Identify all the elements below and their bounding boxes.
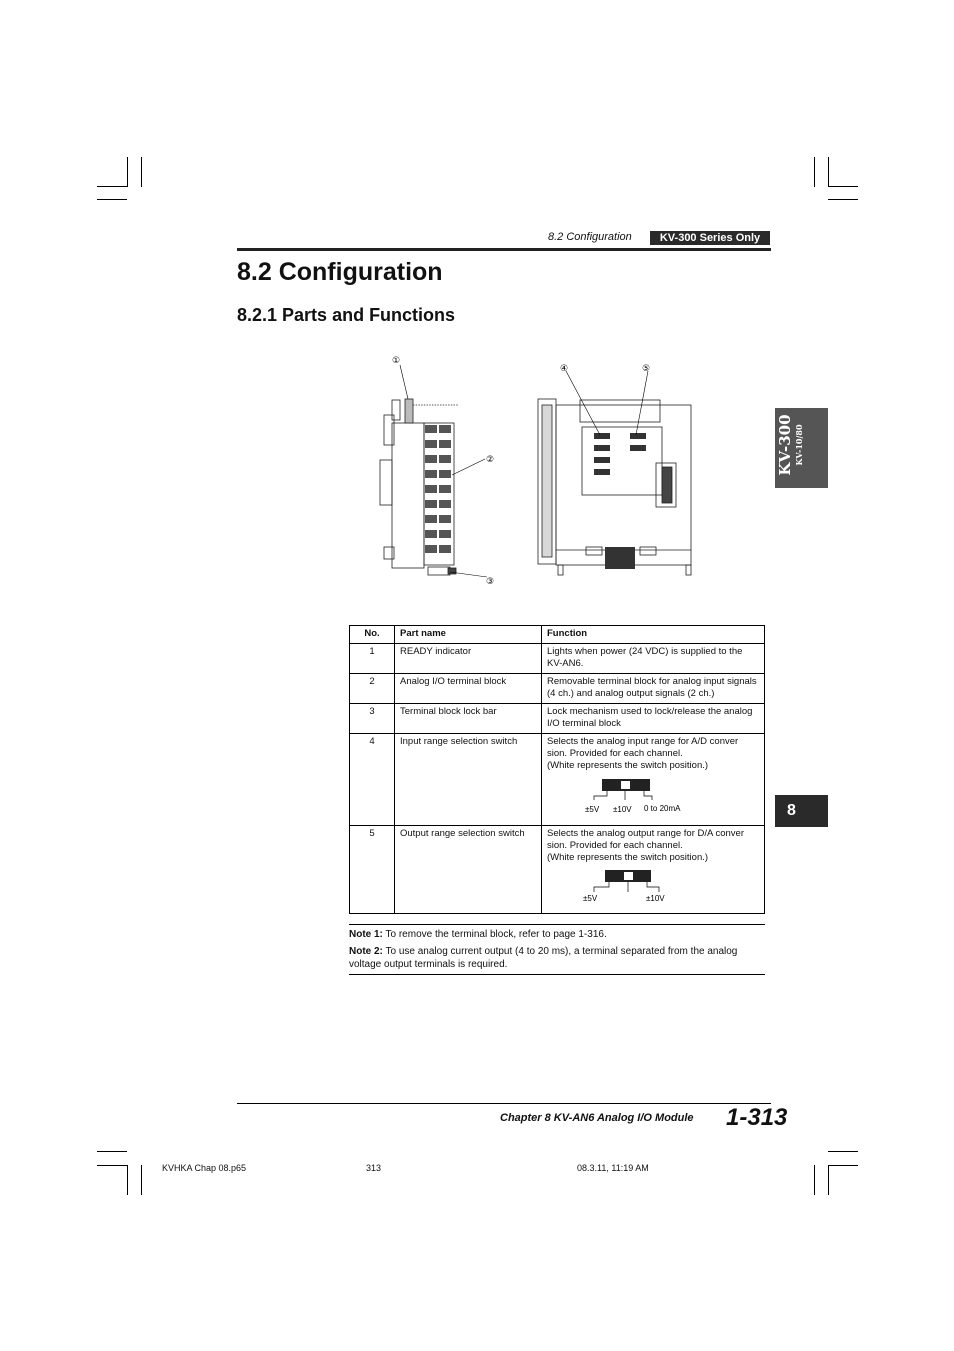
side-tab-chapter-label: 8	[787, 802, 796, 819]
row-part-name: Input range selection switch	[395, 734, 542, 826]
running-header-section: 8.2 Configuration	[548, 231, 632, 243]
callout-5: ⑤	[642, 364, 651, 374]
row-function	[542, 826, 765, 914]
row-function-note: (White represents the switch position.)	[547, 852, 709, 863]
header-rule	[237, 248, 771, 251]
row-part-name: Terminal block lock bar	[395, 704, 542, 734]
print-file-name: KVHKA Chap 08.p65	[162, 1163, 247, 1173]
note-1	[349, 928, 765, 941]
table-row	[350, 826, 765, 914]
callout-4: ④	[560, 364, 569, 374]
row-function: Removable terminal block for analog input signals (4 ch.) and analog output signals (2 ch.)	[542, 674, 765, 704]
switch-label-10v: ±10V	[613, 805, 632, 814]
note-1-text: To remove the terminal block, refer to page 1-316.	[382, 929, 607, 940]
callout-3: ③	[486, 577, 495, 587]
print-timestamp: 08.3.11, 11:19 AM	[577, 1163, 649, 1173]
section-subtitle: 8.2.1 Parts and Functions	[237, 305, 456, 325]
row-part-name: Analog I/O terminal block	[395, 674, 542, 704]
switch-label-20ma: 0 to 20mA	[644, 804, 681, 813]
row-function-text: Selects the analog output range for D/A conver sion. Provided for each channel.	[547, 828, 744, 851]
table-header-row	[350, 626, 765, 644]
callout-2: ②	[486, 455, 495, 465]
notes-box	[349, 924, 765, 975]
row-function: Lights when power (24 VDC) is supplied to the KV-AN6.	[542, 644, 765, 674]
col-header-part-name: Part name	[395, 626, 542, 644]
row-part-name: Output range selection switch	[395, 826, 542, 914]
switch-label-5v: ±5V	[583, 894, 598, 903]
page-title: 8.2 Configuration	[237, 258, 443, 286]
parts-table	[349, 625, 765, 914]
table-row	[350, 734, 765, 826]
row-no: 5	[350, 826, 395, 914]
row-function-note: (White represents the switch position.)	[547, 760, 709, 771]
footer-chapter-title: Chapter 8 KV-AN6 Analog I/O Module	[500, 1112, 694, 1124]
output-range-switch-diagram	[547, 866, 747, 906]
footer-rule	[237, 1103, 771, 1104]
side-tab-chapter	[775, 795, 828, 827]
col-header-function: Function	[542, 626, 765, 644]
row-part-name: READY indicator	[395, 644, 542, 674]
callout-1: ①	[392, 356, 401, 366]
side-tab-model	[775, 408, 828, 488]
side-tab-model-label: KV-300	[776, 414, 794, 476]
side-tab-model-sublabel: KV-10/80	[794, 424, 804, 466]
switch-label-10v: ±10V	[646, 894, 665, 903]
row-no: 1	[350, 644, 395, 674]
page-number: 1-313	[726, 1104, 788, 1131]
note-2-text: To use analog current output (4 to 20 ms), a terminal separated from the analog voltage output terminals is required.	[349, 946, 738, 970]
table-row	[350, 644, 765, 674]
row-no: 3	[350, 704, 395, 734]
row-function-text: Selects the analog input range for A/D conver sion. Provided for each channel.	[547, 736, 739, 759]
switch-label-5v: ±5V	[585, 805, 600, 814]
col-header-no: No.	[350, 626, 395, 644]
series-badge: KV-300 Series Only	[650, 231, 770, 245]
row-function	[542, 734, 765, 826]
note-2	[349, 945, 765, 971]
module-diagram	[370, 355, 710, 595]
row-no: 2	[350, 674, 395, 704]
table-row	[350, 674, 765, 704]
note-2-label: Note 2:	[349, 946, 383, 957]
input-range-switch-diagram	[547, 774, 747, 822]
note-1-label: Note 1:	[349, 929, 383, 940]
row-no: 4	[350, 734, 395, 826]
print-page-number: 313	[366, 1163, 382, 1173]
row-function: Lock mechanism used to lock/release the analog I/O terminal block	[542, 704, 765, 734]
table-row	[350, 704, 765, 734]
